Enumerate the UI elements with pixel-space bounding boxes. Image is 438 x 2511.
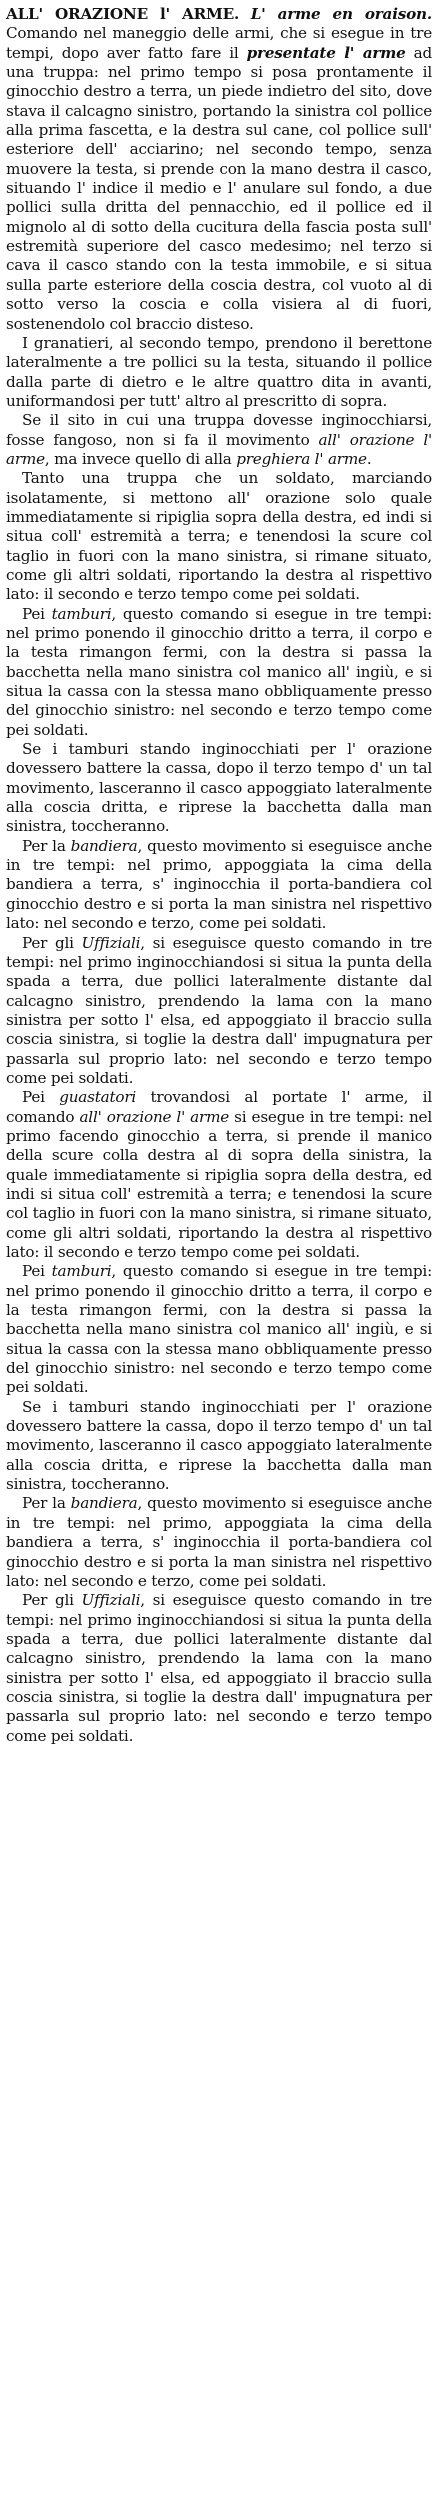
entry-heading: ALL' ORAZIONE l' ARME. [6,5,240,23]
paragraph [6,934,432,1089]
italic-term: Uffiziali [81,1591,141,1610]
text-run: trovandosi al portate l' arme, il comando [6,1088,432,1126]
italic-term: all' orazione l' arme [6,430,432,468]
paragraph [6,1088,432,1262]
text-run: Comando nel maneggio delle armi, che si esegue in tre tempi, dopo aver fatto fare il [6,24,432,62]
text-run: Se i tamburi stando inginocchiati per l' orazione dovessero battere la cassa, dopo il terzo tempo d' un tal movimento, lasceranno il casco appoggiato lateralmente alla coscia dritta, e riprese la bacchetta dalla man sinistra, toccheranno. [6,740,432,836]
text-run: , questo movimento si eseguisce anche in tre tempi: nel primo, appoggiata la cima della bandiera a terra, s' inginocchia il porta-bandiera col ginocchio destro e si porta la man sinistra nel rispettivo lato: nel secondo e terzo, come pei soldati. [6,836,432,933]
italic-term: guastatori [59,1088,137,1107]
text-run: , questo movimento si eseguisce anche in tre tempi: nel primo, appoggiata la cima della bandiera a terra, s' inginocchia il porta-bandiera col ginocchio destro e si porta la man sinistra nel rispettivo lato: nel secondo e terzo, come pei soldati. [6,1494,432,1590]
heading-paragraph [6,5,432,334]
text-run: Per la [22,836,71,855]
italic-term: preghiera l' arme [236,449,367,468]
paragraph [6,469,432,604]
text-run: Se il sito in cui una truppa dovesse inginocchiarsi, fosse fangoso, non si fa il movimento [6,411,432,449]
text-run: si esegue in tre tempi: nel primo facendo ginocchio a terra, si prende il manico della scure colla destra al di sopra della sinistra, la quale immediatamente si ripiglia sopra della destra, ed indi si situa coll' estremità a terra; e tenendosi la scure col taglio in fuori con la mano sinistra, si rimane situato, come gli altri soldati, riportando la destra al rispettivo lato: il secondo e terzo tempo come pei soldati. [6,1107,432,1261]
text-run: Se i tamburi stando inginocchiati per l' orazione dovessero battere la cassa, dopo il terzo tempo d' un tal movimento, lasceranno il casco appoggiato lateralmente alla coscia dritta, e riprese la bacchetta dalla man sinistra, toccheranno. [6,1397,432,1494]
text-run: Per gli [22,1591,82,1610]
italic-term: bandiera [70,836,138,855]
text-run: . [366,449,372,468]
paragraph [6,605,432,740]
italic-term: tamburi [51,604,112,623]
text-run: I granatieri, al secondo tempo, prendono il berettone lateralmente a tre pollici su la testa, situando il pollice dalla parte di dietro e le altre quattro dita in avanti, uniformandosi per tutt' altro al prescritto di sopra. [6,333,432,410]
paragraph [6,1494,432,1591]
italic-term: all' orazione l' arme [79,1107,230,1126]
text-run: Per la [22,1494,71,1513]
text-run: , questo comando si esegue in tre tempi: nel primo ponendo il ginocchio dritto a terra, il corpo e la testa rimangon fermi, con la destra si passa la bacchetta nella mano sinistra col manico all' ingiù, e si situa la cassa con la stessa mano obbliquamente presso del ginocchio sinistro: nel secondo e terzo tempo come pei soldati. [6,604,432,739]
paragraph [6,837,432,934]
text-run: , questo comando si esegue in tre tempi: nel primo ponendo il ginocchio dritto a terra, il corpo e la testa rimangon fermi, con la destra si passa la bacchetta nella mano sinistra col manico all' ingiù, e si situa la cassa con la stessa mano obbliquamente presso del ginocchio sinistro: nel secondo e terzo tempo come pei soldati. [6,1262,432,1397]
text-run: Pei [22,1262,52,1281]
paragraph [6,1398,432,1495]
text-run: Tanto una truppa che un soldato, marciando isolatamente, si mettono all' orazione solo quale immediatamente si ripiglia sopra della destra, ed indi si situa coll' estremità a terra; e tenendosi la scure col taglio in fuori con la mano sinistra, si rimane situato, come gli altri soldati, riportando la destra al rispettivo lato: il secondo e terzo tempo come pei soldati. [6,469,432,604]
text-run: ad una truppa: nel primo tempo si posa prontamente il ginocchio destro a terra, un piede indietro del sito, dove stava il calcagno sinistro, portando la sinistra col pollice alla prima fascetta, e la destra sul cane, col pollice sull' esteriore dell' acciarino; nel secondo tempo, senza muovere la testa, si prende con la mano destra il casco, situando l' indice il medio e l' anulare sul fondo, a due pollici sulla dritta del pennacchio, ed il pollice ed il mignolo al di sotto della cucitura della fascia posta sull' estremità superiore del casco medesimo; nel terzo si cava il casco stando con la testa immobile, e si situa sulla parte esteriore della coscia destra, col vuoto al di sotto verso la coscia e colla visiera al di fuori, sostenendolo col braccio disteso. [6,43,432,333]
document-body [6,5,432,1746]
emphasis-text: L' arme en oraison. [250,5,432,23]
text-run [239,5,251,23]
text-run: , ma invece quello di alla [44,449,237,468]
text-run: , si eseguisce questo comando in tre tempi: nel primo inginocchiandosi si situa la punta della spada a terra, due pollici lateralmente distante dal calcagno sinistro, prendendo la lama con la mano sinistra per sotto l' elsa, ed appoggiato il braccio sulla coscia sinistra, si toglie la destra dall' impugnatura per passarla sul proprio lato: nel secondo e terzo tempo come pei soldati. [6,933,432,1087]
emphasis-text: presentate l' arme [246,43,406,62]
italic-term: tamburi [51,1262,112,1281]
paragraph [6,1591,432,1746]
text-run: Pei [22,1088,60,1107]
text-run: Pei [22,604,52,623]
italic-term: bandiera [70,1494,138,1513]
text-run: Per gli [22,933,82,952]
paragraph [6,740,432,837]
italic-term: Uffiziali [81,933,141,952]
paragraph [6,411,432,469]
text-run: , si eseguisce questo comando in tre tempi: nel primo inginocchiandosi si situa la punta della spada a terra, due pollici lateralmente distante dal calcagno sinistro, prendendo la lama con la mano sinistra per sotto l' elsa, ed appoggiato il braccio sulla coscia sinistra, si toglie la destra dall' impugnatura per passarla sul proprio lato: nel secondo e terzo tempo come pei soldati. [6,1591,432,1745]
paragraph [6,334,432,411]
paragraph [6,1262,432,1397]
